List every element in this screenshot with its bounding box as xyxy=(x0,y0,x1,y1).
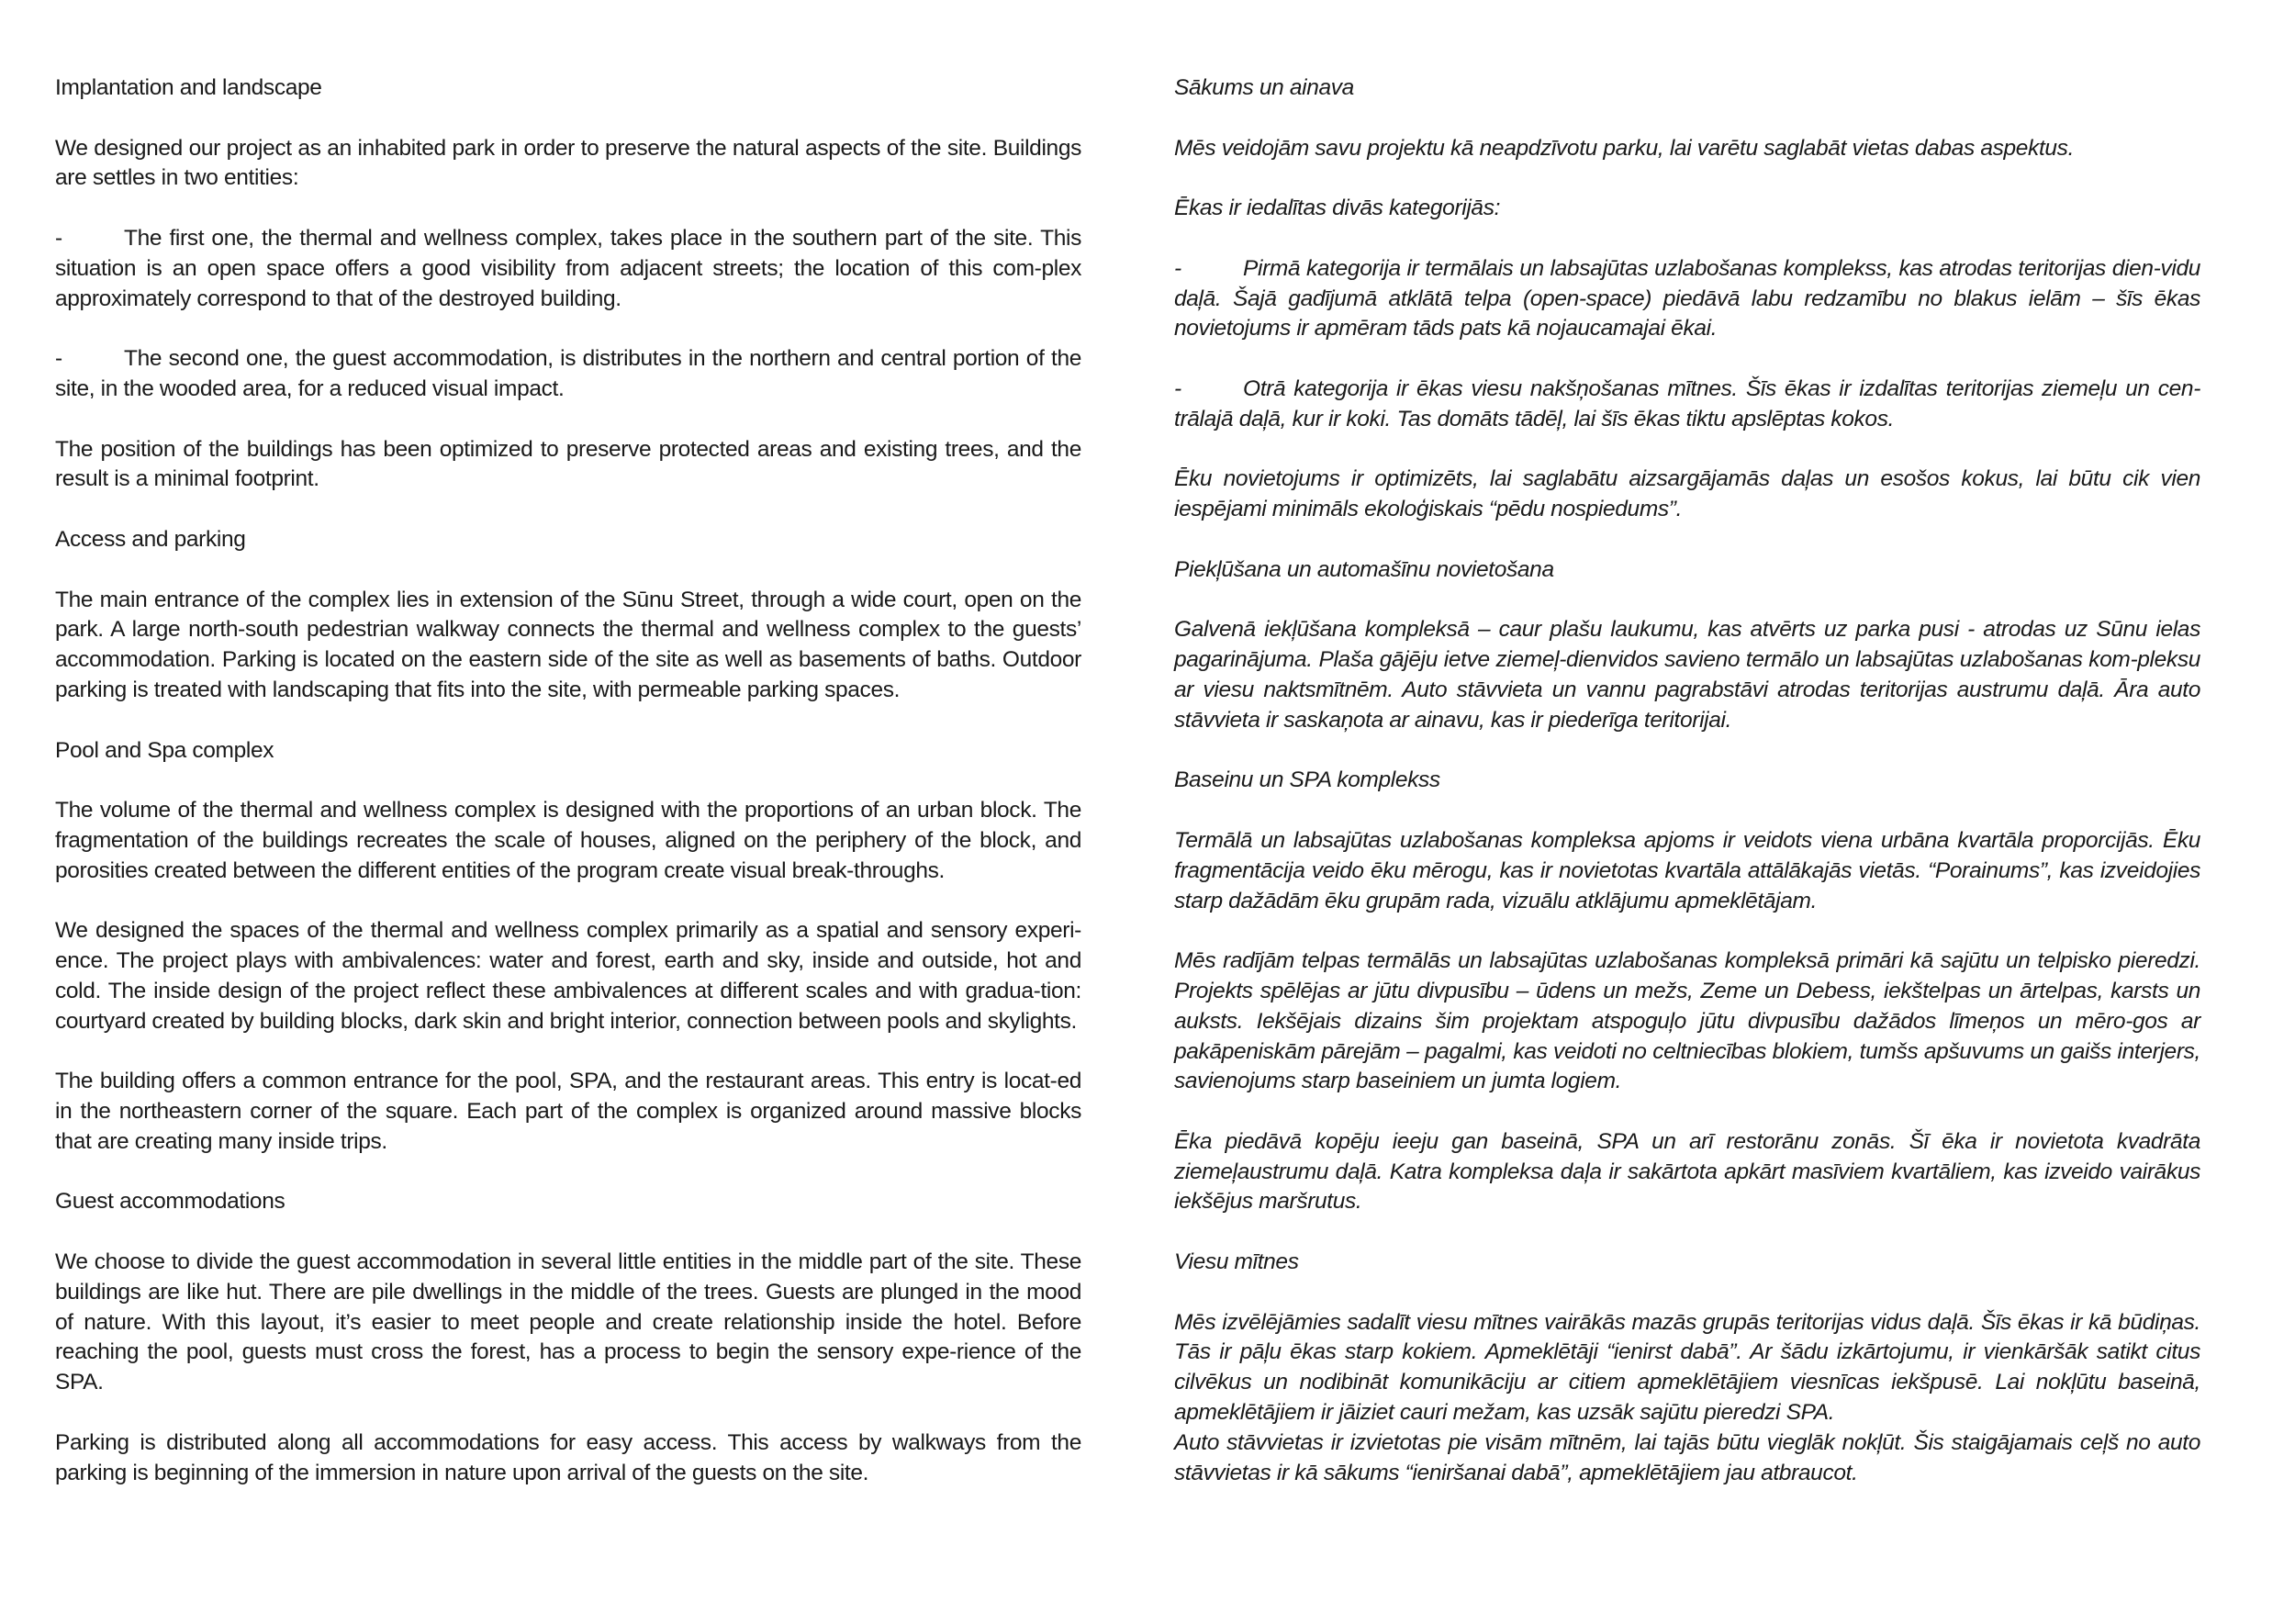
paragraph-guest-lv: Mēs izvēlējāmies sadalīt viesu mītnes vairākās mazās grupās teritorijas vidus daļā. Šīs ēkas ir kā būdiņas. Tās ir pāļu ēkas starp kokiem. Apmeklētāji “ienirst dabā”. Ar šādu izkārtojumu, ir vienkāršāk satikt citus cilvēkus un nodibināt komunikāciju ar citiem apmeklētājiem viesnīcas iekšpusē. Lai nokļūtu baseinā, apmeklētājiem ir jāiziet cauri mežam, kas uzsāk sajūtu pieredzi SPA. xyxy=(1174,1309,2200,1426)
bullet-text: Otrā kategorija ir ēkas viesu nakšņošanas mītnes. Šīs ēkas ir izdalītas teritorijas ziemeļu un cen-trālajā daļā, kur ir koki. Tas domāts tādēļ, lai šīs ēkas tiktu apslēptas kokos. xyxy=(1174,375,2200,431)
section-heading-guest: Guest accommodations xyxy=(55,1189,285,1215)
paragraph-entrance: The building offers a common entrance for the pool, SPA, and the restaurant areas. This entry is locat-ed in the northeastern corner of the square. Each part of the complex is organized around massive blocks that are creating many inside trips. xyxy=(55,1069,1081,1154)
paragraph-parking: Parking is distributed along all accommodations for easy access. This access by walkways from the parking is beginning of the immersion in nature upon arrival of the guests on the site. xyxy=(55,1429,1081,1485)
bullet-dash: - xyxy=(55,225,62,251)
paragraph-intro-lv: Mēs veidojām savu projektu kā neapdzīvotu parku, lai varētu saglabāt vietas dabas aspektus. xyxy=(1174,135,2075,161)
paragraph-entrance-lv: Ēka piedāvā kopēju ieeju gan baseinā, SPA un arī restorānu zonās. Šī ēka ir novietota kvadrāta ziemeļaustrumu daļā. Katra kompleksa daļa ir sakārtota apkārt masīviem kvartāliem, kas izveido vairākus iekšējus maršrutus. xyxy=(1174,1128,2200,1215)
paragraph-position: The position of the buildings has been optimized to preserve protected areas and existing trees, and the result is a minimal footprint. xyxy=(55,436,1081,492)
paragraph-novietojums-lv: Ēku novietojums ir optimizēts, lai saglabātu aizsargājamās daļas un esošos kokus, lai būtu cik vien iespējami minimāls ekoloģiskais “pēdu nospiedums”. xyxy=(1174,466,2200,522)
section-heading-pool: Pool and Spa complex xyxy=(55,737,274,763)
section-heading-access: Access and parking xyxy=(55,526,246,552)
bullet-text: Pirmā kategorija ir termālais un labsajūtas uzlabošanas komplekss, kas atrodas teritorijas dien-vidu daļā. Šajā gadījumā atklātā telpa (open-space) piedāvā labu redzamību no blakus ielām – šīs ēkas novietojums ir apmēram tāds pats kā nojaucamajai ēkai. xyxy=(1174,255,2200,342)
paragraph-spaces: We designed the spaces of the thermal and wellness complex primarily as a spatial and sensory experi-ence. The project plays with ambivalences: water and forest, earth and sky, inside and outside, hot and cold. The inside design of the project reflect these ambivalences at different scales and with gradua-tion: courtyard created by building blocks, dark skin and bright interior, connection between pools and skylights. xyxy=(55,918,1081,1034)
latvian-column xyxy=(1174,73,2200,1518)
paragraph-categories-lv: Ēkas ir iedalītas divās kategorijās: xyxy=(1174,196,1501,221)
bullet-dash: - xyxy=(1174,255,1181,281)
paragraph-access-lv: Galvenā iekļūšana kompleksā – caur plašu laukumu, kas atvērts uz parka pusi - atrodas uz Sūnu ielas pagarinājuma. Plaša gājēju ietve ziemeļ-dienvidos savieno termālo un labsajūtas uzlabošanas kom-pleksu ar viesu naktsmītnēm. Auto stāvvieta un vannu pagrabstāvi atrodas teritorijas austrumu daļā. Āra auto stāvvieta ir saskaņota ar ainavu, kas ir piederīga teritorijai. xyxy=(1174,617,2200,733)
section-heading-piekluusana: Piekļūšana un automašīnu novietošana xyxy=(1174,556,1554,582)
section-heading-sakums: Sākums un ainava xyxy=(1174,75,1354,100)
paragraph-guest: We choose to divide the guest accommodation in several little entities in the middle part of the site. These buildings are like hut. There are pile dwellings in the middle of the trees. Guests are plunged in the mood of nature. With this layout, it’s easier to meet people and create relationship inside the hotel. Before reaching the pool, guests must cross the forest, has a process to begin the sensory expe-rience of the SPA. xyxy=(55,1249,1081,1395)
bullet-text: The second one, the guest accommodation, is distributes in the northern and central portion of the site, in the wooded area, for a reduced visual impact. xyxy=(55,346,1081,401)
bullet-dash: - xyxy=(1174,375,1181,401)
bullet-item-pirma xyxy=(1174,254,2200,344)
section-heading-viesu: Viesu mītnes xyxy=(1174,1249,1299,1275)
paragraph-intro: We designed our project as an inhabited park in order to preserve the natural aspects of the site. Buildings are settles in two entities: xyxy=(55,135,1081,191)
bullet-item-thermal xyxy=(55,224,1081,314)
bullet-text: The first one, the thermal and wellness complex, takes place in the southern part of the site. This situation is an open space offers a good visibility from adjacent streets; the location of this com-plex approximately correspond to that of the destroyed building. xyxy=(55,225,1081,311)
paragraph-spaces-lv: Mēs radījām telpas termālās un labsajūtas uzlabošanas kompleksā primāri kā sajūtu un telpisko pieredzi. Projekts spēlējas ar jūtu divpusību – ūdens un mežs, Zeme un Debess, iekštelpas un ārtelpas, karsts un auksts. Iekšējais dizains šim projektam atspoguļo jūtu divpusību dažādos līmeņos un mēro-gos ar pakāpeniskām pārejām – pagalmi, kas veidoti no celtniecības blokiem, tumšs apšuvums un gaišs interjers, savienojums starp baseiniem un jumta logiem. xyxy=(1174,948,2200,1094)
paragraph-volume: The volume of the thermal and wellness complex is designed with the proportions of an urban block. The fragmentation of the buildings recreates the scale of houses, aligned on the periphery of the block, and porosities created between the different entities of the program create visual break-throughs. xyxy=(55,798,1081,883)
paragraph-volume-lv: Termālā un labsajūtas uzlabošanas kompleksa apjoms ir veidots viena urbāna kvartāla proporcijās. Ēku fragmentācija veido ēku mērogu, kas ir novietotas kvartāla attālākajās vietās. “Porainums”, kas izveidojies starp dažādām ēku grupām rada, vizuālu atklājumu apmeklētājam. xyxy=(1174,827,2200,913)
bullet-item-guest xyxy=(55,344,1081,405)
bullet-item-otra xyxy=(1174,375,2200,435)
bullet-dash: - xyxy=(55,346,62,372)
english-column xyxy=(55,73,1081,1518)
paragraph-parking-lv: Auto stāvvietas ir izvietotas pie visām mītnēm, lai tajās būtu vieglāk nokļūt. Šis staigājamais ceļš no auto stāvvietas ir kā sākums “ieniršanai dabā”, apmeklētājiem jau atbraucot. xyxy=(1174,1429,2200,1485)
section-heading-baseinu: Baseinu un SPA komplekss xyxy=(1174,767,1440,793)
paragraph-access: The main entrance of the complex lies in extension of the Sūnu Street, through a wide court, open on the park. A large north-south pedestrian walkway connects the thermal and wellness complex to the guests’ accommodation. Parking is located on the eastern side of the site as well as basements of baths. Outdoor parking is treated with landscaping that fits into the site, with permeable parking spaces. xyxy=(55,587,1081,702)
section-heading-implantation: Implantation and landscape xyxy=(55,75,322,100)
